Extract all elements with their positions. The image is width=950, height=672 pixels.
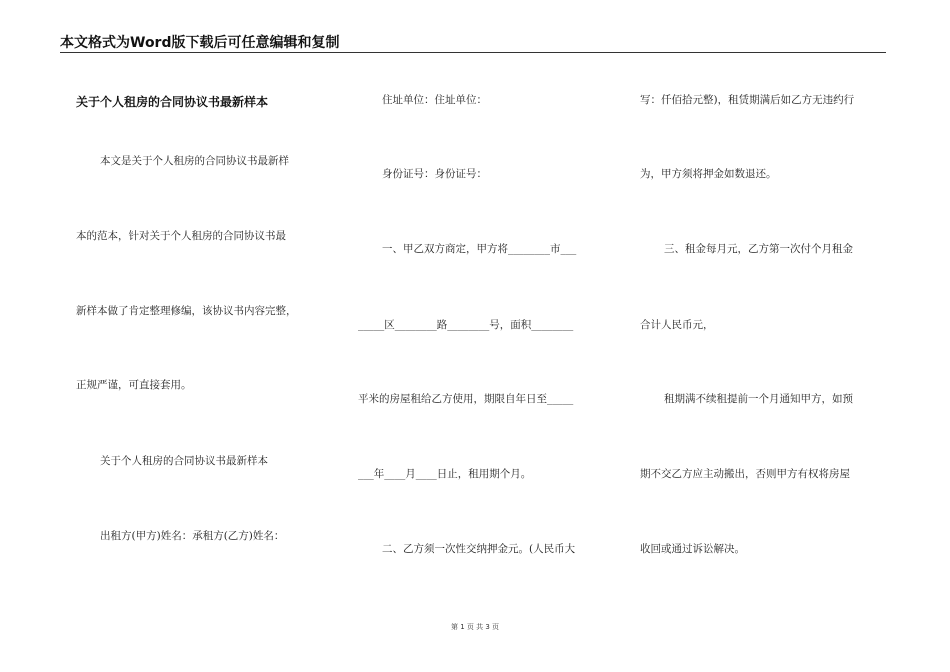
- text-line: 本的范本，针对关于个人租房的合同协议书最: [76, 230, 286, 242]
- text-line: 正规严谨，可直接套用。: [76, 379, 192, 391]
- text-line: 新样本做了肯定整理修编，该协议书内容完整，: [76, 305, 297, 317]
- text-line: 收回或通过诉讼解决。: [640, 543, 745, 555]
- page-header: 本文格式为Word版下载后可任意编辑和复制: [60, 35, 340, 51]
- text-line: 为，甲方须将押金如数退还。: [640, 168, 777, 180]
- text-line: 关于个人租房的合同协议书最新样本: [100, 455, 268, 467]
- text-line: 合计人民币元，: [640, 319, 714, 331]
- column-1: [76, 0, 336, 600]
- text-line: 期不交乙方应主动搬出，否则甲方有权将房屋: [640, 468, 850, 480]
- column-2: [358, 0, 608, 600]
- text-line: ___年____月____日止，租用期个月。: [358, 468, 532, 480]
- column-3: [640, 0, 890, 600]
- text-line: 本文是关于个人租房的合同协议书最新样: [100, 155, 289, 167]
- text-line: 出租方(甲方)姓名：承租方(乙方)姓名：: [100, 530, 285, 542]
- text-line: 住址单位：住址单位：: [382, 94, 487, 106]
- text-line: 写：仟佰拾元整)，租赁期满后如乙方无违约行: [640, 94, 855, 106]
- page-number: 第 1 页 共 3 页: [450, 623, 500, 631]
- text-line: 身份证号：身份证号：: [382, 168, 487, 180]
- text-line: 平米的房屋租给乙方使用，期限自年日至_____: [358, 393, 574, 405]
- text-line: 租期满不续租提前一个月通知甲方，如预: [664, 393, 853, 405]
- text-line: 二、乙方须一次性交纳押金元。(人民币大: [382, 543, 576, 555]
- text-line: _____区________路________号，面积________: [358, 319, 574, 331]
- text-line: 一、甲乙双方商定，甲方将________市___: [382, 243, 577, 255]
- document-title: 关于个人租房的合同协议书最新样本: [76, 95, 269, 109]
- text-line: 三、租金每月元，乙方第一次付个月租金: [664, 243, 853, 255]
